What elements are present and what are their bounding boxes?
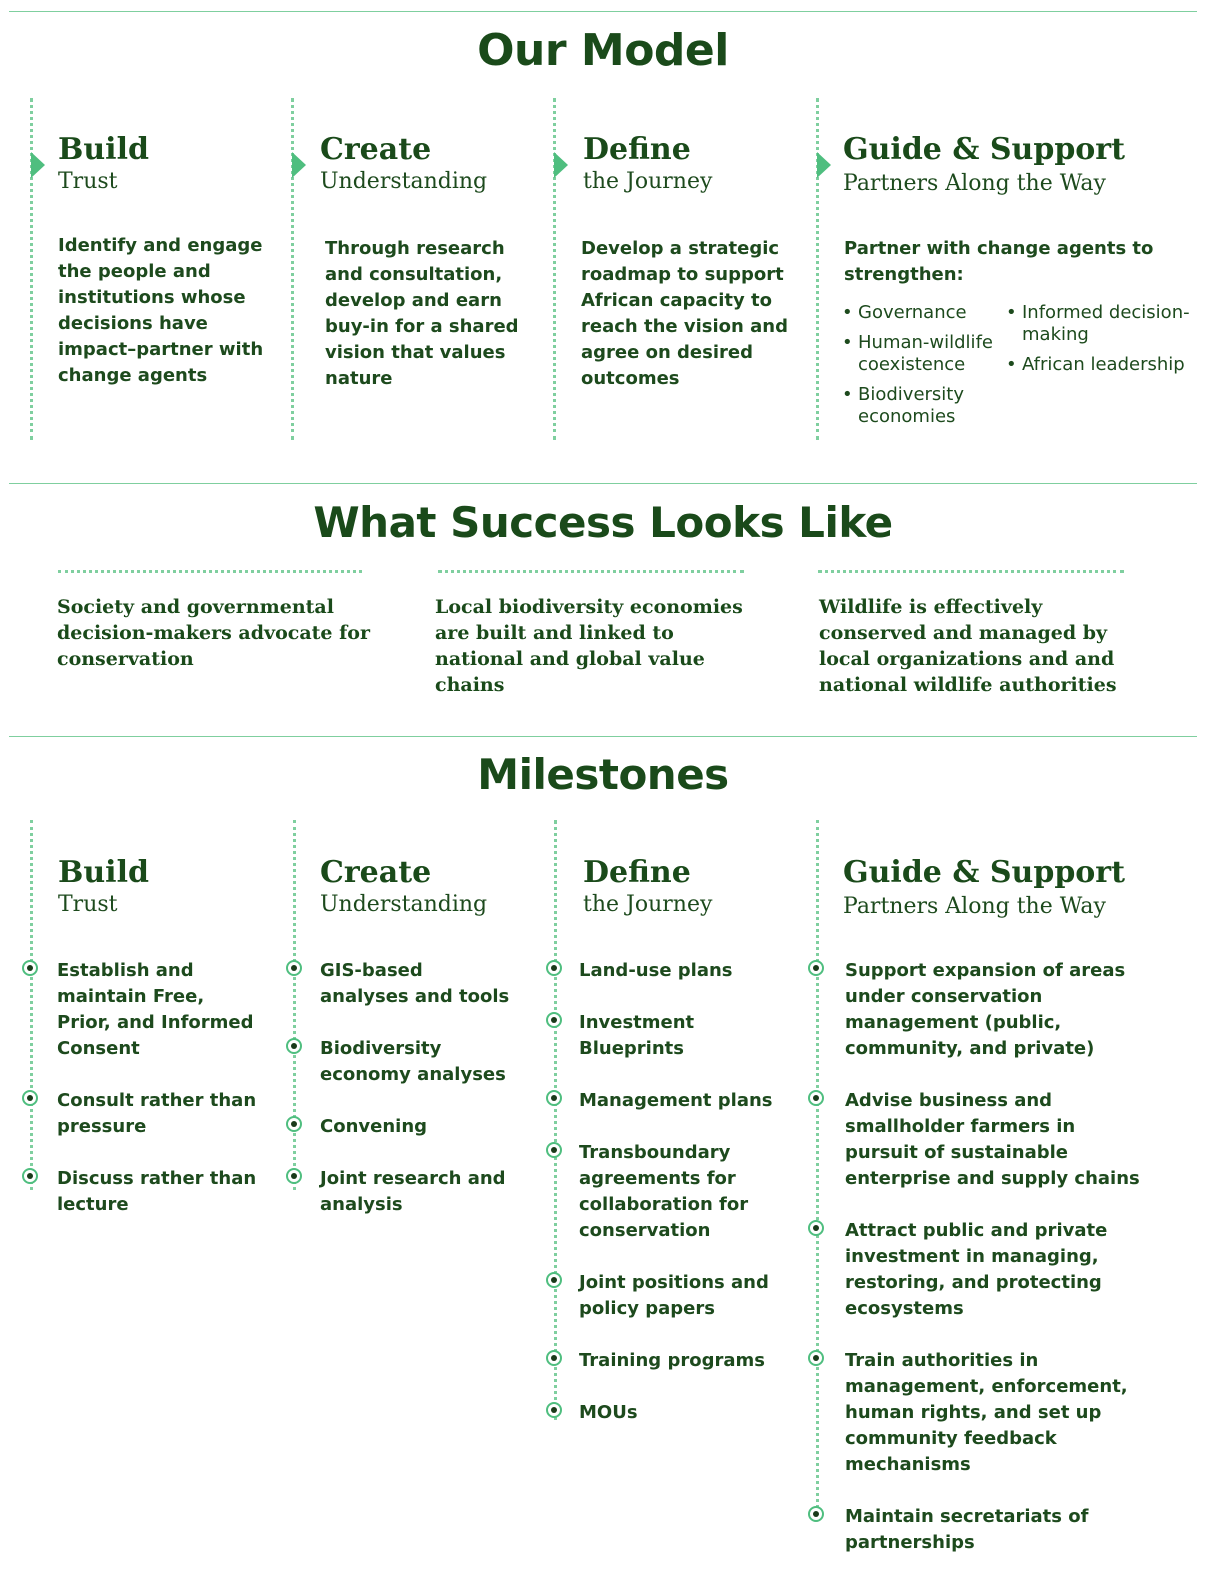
milestone-item xyxy=(808,958,1148,1062)
bullet-item: • Human-wildlife coexistence xyxy=(842,332,1007,376)
milestone-dot-icon xyxy=(546,1012,562,1028)
success-heading: What Success Looks Like xyxy=(313,498,893,547)
column-subtitle: Partners Along the Way xyxy=(843,894,1106,919)
milestone-item xyxy=(546,1400,786,1426)
dotted-divider xyxy=(30,98,33,440)
milestone-dot-icon xyxy=(808,1090,824,1106)
our-model-heading: Our Model xyxy=(477,25,729,76)
column-intro xyxy=(844,236,1174,288)
milestone-dot-icon xyxy=(546,1090,562,1106)
milestone-dot-icon xyxy=(286,960,302,976)
milestone-list xyxy=(808,958,1148,1556)
milestone-text: Support expansion of areas under conservation management (public, community, and private) xyxy=(845,960,1126,1059)
milestone-dot-icon xyxy=(808,1350,824,1366)
milestone-text: Land-use plans xyxy=(579,960,733,981)
milestone-text: Joint research and analysis xyxy=(320,1168,506,1215)
milestone-item xyxy=(808,1348,1148,1478)
dotted-divider xyxy=(553,98,556,440)
milestone-dot-icon xyxy=(22,960,38,976)
column-title: Build xyxy=(58,132,149,167)
milestone-dot-icon xyxy=(546,960,562,976)
milestone-text: MOUs xyxy=(579,1402,638,1423)
milestone-text: GIS-based analyses and tools xyxy=(320,960,510,1007)
milestone-text: Advise business and smallholder farmers in pursuit of sustainable enterprise and supply chains xyxy=(845,1090,1140,1189)
bullet-item: • Biodiversity economies xyxy=(842,384,1007,428)
column-description: Identify and engage the people and institutions whose decisions have impact–partner with change agents xyxy=(58,235,264,386)
milestone-list xyxy=(22,958,262,1244)
milestone-item xyxy=(546,1348,786,1374)
milestone-item xyxy=(22,1166,262,1218)
column-title: Define xyxy=(583,855,691,890)
milestone-text: Maintain secretariats of partnerships xyxy=(845,1506,1089,1553)
column-subtitle: Understanding xyxy=(320,892,488,917)
success-item: Local biodiversity economies are built and linked to national and global value chains xyxy=(435,596,743,696)
milestone-dot-icon xyxy=(546,1350,562,1366)
intro-text: Partner with change agents to xyxy=(844,238,1154,259)
milestone-dot-icon xyxy=(546,1142,562,1158)
arrow-icon xyxy=(292,152,306,178)
arrow-icon xyxy=(817,152,831,178)
milestone-item xyxy=(808,1218,1148,1322)
milestone-text: Investment Blueprints xyxy=(579,1012,695,1059)
milestone-text: Joint positions and policy papers xyxy=(579,1272,769,1319)
column-subtitle: Understanding xyxy=(320,169,488,194)
milestone-dot-icon xyxy=(546,1402,562,1418)
milestone-item xyxy=(22,1088,262,1140)
section-divider xyxy=(9,736,1197,737)
column-subtitle: Trust xyxy=(58,892,118,917)
milestone-list xyxy=(286,958,514,1244)
milestone-text: Discuss rather than lecture xyxy=(57,1168,257,1215)
bullet-list-right xyxy=(1006,302,1202,384)
milestone-item xyxy=(546,1270,786,1322)
milestone-item xyxy=(546,958,786,984)
milestone-item xyxy=(22,958,262,1062)
arrow-icon xyxy=(31,152,45,178)
milestone-dot-icon xyxy=(808,1506,824,1522)
milestone-text: Establish and maintain Free, Prior, and Informed Consent xyxy=(57,960,254,1059)
column-subtitle: Partners Along the Way xyxy=(843,171,1106,196)
top-divider xyxy=(9,11,1197,12)
dotted-divider xyxy=(438,570,744,573)
milestone-item xyxy=(808,1088,1148,1192)
bullet-item: • Governance xyxy=(842,302,1007,324)
milestone-text: Training programs xyxy=(579,1350,765,1371)
milestone-list xyxy=(546,958,786,1452)
milestone-item xyxy=(546,1088,786,1114)
dotted-divider xyxy=(818,570,1124,573)
bullet-list-left xyxy=(842,302,1007,436)
intro-end: : xyxy=(956,264,964,285)
column-title: Define xyxy=(583,132,691,167)
column-subtitle: the Journey xyxy=(583,892,713,917)
column-subtitle: Trust xyxy=(58,169,118,194)
milestone-item xyxy=(808,1504,1148,1556)
column-subtitle: the Journey xyxy=(583,169,713,194)
column-title: Guide & Support xyxy=(843,855,1125,890)
milestone-dot-icon xyxy=(286,1168,302,1184)
milestone-text: Management plans xyxy=(579,1090,773,1111)
milestone-dot-icon xyxy=(546,1272,562,1288)
milestone-dot-icon xyxy=(22,1168,38,1184)
milestone-text: Attract public and private investment in managing, restoring, and protecting ecosystems xyxy=(845,1220,1108,1319)
milestone-dot-icon xyxy=(808,960,824,976)
milestone-text: Biodiversity economy analyses xyxy=(320,1038,506,1085)
milestone-item xyxy=(286,1166,514,1218)
milestone-text: Transboundary agreements for collaboration for conservation xyxy=(579,1142,749,1241)
column-title: Create xyxy=(320,132,432,167)
milestone-item xyxy=(286,958,514,1010)
arrow-icon xyxy=(554,152,568,178)
success-item: Wildlife is effectively conserved and managed by local organizations and and national wildlife authorities xyxy=(819,596,1117,696)
milestone-item xyxy=(286,1036,514,1088)
milestone-item xyxy=(546,1140,786,1244)
section-divider xyxy=(9,483,1197,484)
column-description: Develop a strategic roadmap to support African capacity to reach the vision and agree on desired outcomes xyxy=(581,238,788,389)
dotted-divider xyxy=(291,98,294,440)
dotted-divider xyxy=(58,570,362,573)
success-item: Society and governmental decision-makers advocate for conservation xyxy=(57,596,370,670)
milestones-heading: Milestones xyxy=(477,750,729,799)
bullet-item: • Informed decision-making xyxy=(1006,302,1202,346)
column-description: Through research and consultation, develop and earn buy-in for a shared vision that values nature xyxy=(325,238,519,389)
bullet-item: • African leadership xyxy=(1006,354,1202,376)
milestone-dot-icon xyxy=(286,1116,302,1132)
milestone-text: Train authorities in management, enforcement, human rights, and set up community feedback mechanisms xyxy=(845,1350,1128,1475)
intro-strong: strengthen xyxy=(844,264,957,285)
milestone-text: Consult rather than pressure xyxy=(57,1090,257,1137)
milestone-item xyxy=(286,1114,514,1140)
milestone-item xyxy=(546,1010,786,1062)
milestone-text: Convening xyxy=(320,1116,428,1137)
milestone-dot-icon xyxy=(808,1220,824,1236)
column-title: Build xyxy=(58,855,149,890)
dotted-divider xyxy=(816,98,819,440)
milestone-dot-icon xyxy=(286,1038,302,1054)
column-title: Create xyxy=(320,855,432,890)
column-title: Guide & Support xyxy=(843,132,1125,167)
milestone-dot-icon xyxy=(22,1090,38,1106)
